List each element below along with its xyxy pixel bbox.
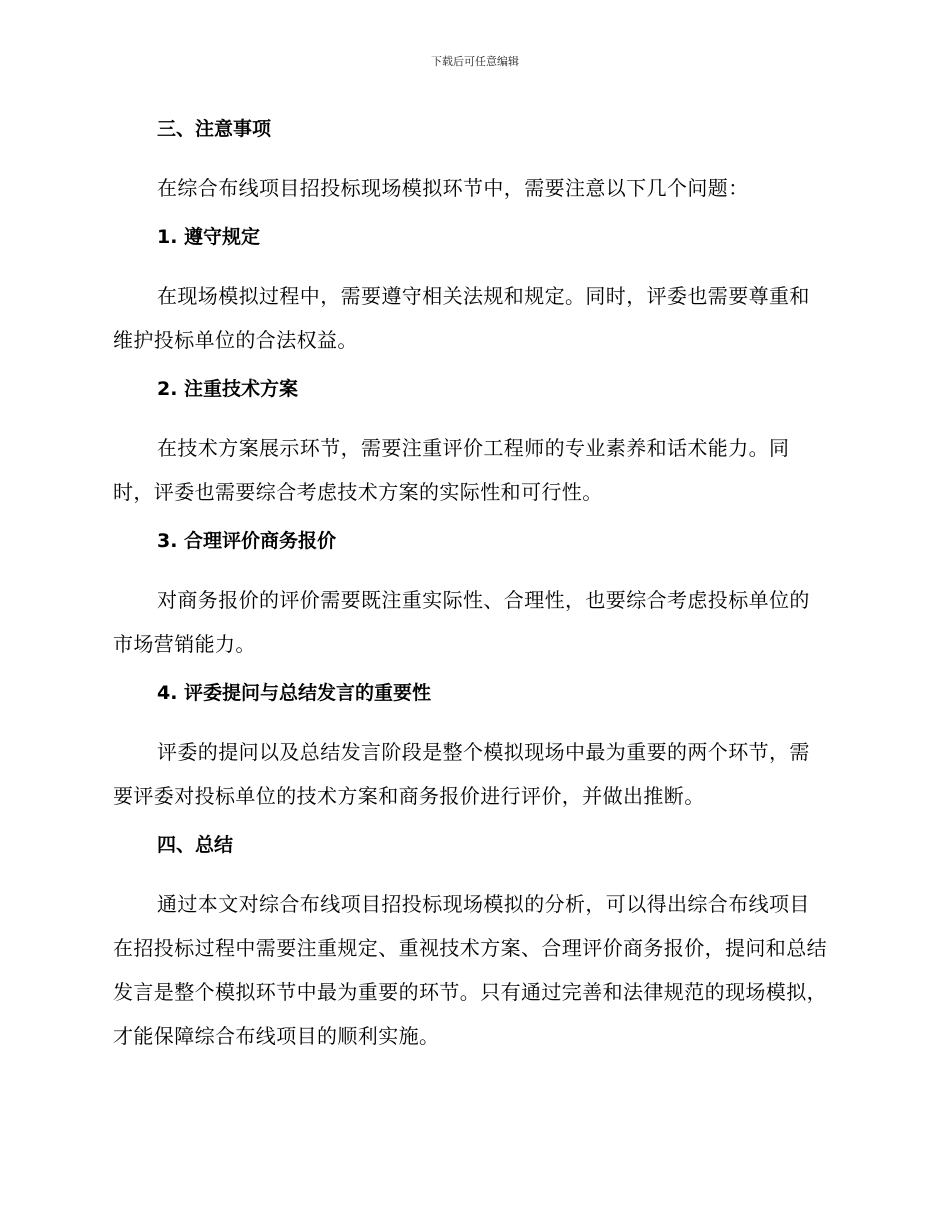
item-4-body: 评委的提问以及总结发言阶段是整个模拟现场中最为重要的两个环节，需要评委对投标单位的技术方案和商务报价进行评价，并做出推断。 <box>113 740 810 808</box>
page-header-note: 下载后可任意编辑 <box>431 55 519 68</box>
item-1-body: 在现场模拟过程中，需要遵守相关法规和规定。同时，评委也需要尊重和维护投标单位的合法权益。 <box>113 284 810 352</box>
section-3-intro: 在综合布线项目招投标现场模拟环节中，需要注意以下几个问题： <box>157 176 749 200</box>
document-body <box>113 112 829 1068</box>
item-3-body: 对商务报价的评价需要既注重实际性、合理性，也要综合考虑投标单位的市场营销能力。 <box>113 588 810 656</box>
item-2-body: 在技术方案展示环节，需要注重评价工程师的专业素养和话术能力。同时，评委也需要综合考虑技术方案的实际性和可行性。 <box>113 436 790 504</box>
item-heading-1: 1. 遵守规定 <box>157 226 261 248</box>
section-heading-3: 三、注意事项 <box>157 118 272 140</box>
item-heading-2: 2. 注重技术方案 <box>157 378 299 400</box>
item-heading-4: 4. 评委提问与总结发言的重要性 <box>157 682 432 704</box>
section-4-body: 通过本文对综合布线项目招投标现场模拟的分析，可以得出综合布线项目在招投标过程中需要注重规定、重视技术方案、合理评价商务报价，提问和总结发言是整个模拟环节中最为重要的环节。只有通过完善和法律规范的现场模拟，才能保障综合布线项目的顺利实施。 <box>113 892 827 1048</box>
section-heading-4: 四、总结 <box>157 834 234 856</box>
item-heading-3: 3. 合理评价商务报价 <box>157 530 337 552</box>
